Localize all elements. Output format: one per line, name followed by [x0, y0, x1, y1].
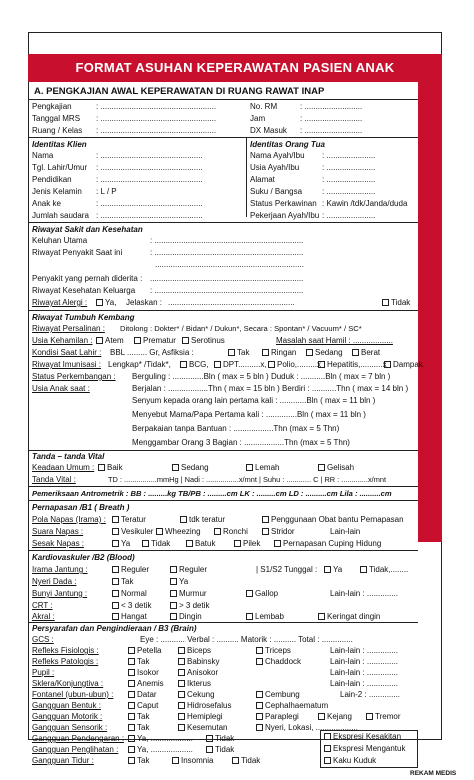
suku-label: Suku / Bangsa [250, 187, 303, 196]
gangguan-tidur-label: Gangguan Tidur : [32, 756, 94, 765]
pendidikan-field[interactable]: : .............................................. [96, 175, 203, 184]
checkbox[interactable] [178, 691, 185, 698]
checkbox[interactable] [112, 566, 119, 573]
pekerjaan-field[interactable]: : ...................... [322, 211, 376, 220]
dev-line-3[interactable]: Senyum kepada orang lain pertama kali : ............Bln ( max = 11 bln ) [132, 396, 376, 405]
keluarga-field[interactable]: : ................................................................... [150, 286, 304, 295]
tgl-lahir-field[interactable]: : .............................................. [96, 163, 203, 172]
ekspresi-kesakitan[interactable]: Ekspresi Kesakitan [324, 732, 401, 742]
checkbox[interactable] [128, 702, 135, 709]
bbl-field[interactable]: BBL ......... Gr, Asfiksia : [110, 348, 194, 357]
imun-dpt[interactable]: DPT..........x, [214, 360, 267, 370]
checkbox[interactable] [180, 516, 187, 523]
asfiksia-ringan[interactable]: Ringan [262, 348, 296, 358]
sesak-tidak[interactable]: Tidak [142, 539, 170, 549]
checkbox[interactable] [128, 669, 135, 676]
suku-field[interactable]: : ...................... [322, 187, 376, 196]
keluhan-field[interactable]: : ................................................................... [150, 236, 304, 245]
jam-label: Jam [250, 114, 266, 123]
ttv-title: Tanda – tanda Vital [32, 452, 105, 461]
fontanel-cembung[interactable]: Cembung [256, 690, 300, 700]
checkbox[interactable] [128, 691, 135, 698]
checkbox[interactable] [246, 590, 253, 597]
jenis-kelamin-field[interactable]: : L / P [96, 187, 117, 196]
jenis-kelamin-label: Jenis Kelamin [32, 187, 82, 196]
tgl-lahir-label: Tgl. Lahir/Umur [32, 163, 88, 172]
tanda-vital-label: Tanda Vital : [32, 475, 76, 484]
sensorik-kesemutan[interactable]: Kesemutan [178, 723, 227, 733]
sesak-napas-label: Sesak Napas : [32, 539, 85, 548]
sesak-pilek[interactable]: Pilek [234, 539, 260, 549]
crt-label: CRT : [32, 601, 53, 610]
bunyi-jantung-label: Bunyi Jantung : [32, 589, 88, 598]
alergi-label: Riwayat Alergi : [32, 298, 88, 307]
checkbox[interactable] [170, 578, 177, 585]
divider [28, 486, 418, 487]
dev-line-2[interactable]: Berjalan : ..................Thn ( max = 15 bln ) Berdiri : ...........Thn ( max = 14 bln ) [132, 384, 409, 393]
sesak-cuping[interactable]: Pernapasan Cuping Hidung [274, 539, 381, 549]
pekerjaan-label: Pekerjaan Ayah/Ibu [250, 211, 320, 220]
tidur-insomnia[interactable]: Insomnia [172, 756, 213, 766]
identitas-ortu-title: Identitas Orang Tua [250, 140, 325, 149]
irama-reguler-1[interactable]: Reguler [112, 565, 149, 575]
alamat-field[interactable]: : ...................... [322, 175, 376, 184]
ruang-kelas-label: Ruang / Kelas [32, 126, 83, 135]
jumlah-saudara-label: Jumlah saudara [32, 211, 89, 220]
form-title: FORMAT ASUHAN KEPERAWATAN PASIEN ANAK [28, 54, 442, 82]
checkbox[interactable] [206, 735, 213, 742]
checkbox[interactable] [324, 566, 331, 573]
checkbox[interactable] [128, 680, 135, 687]
checkbox[interactable] [112, 578, 119, 585]
checkbox[interactable] [324, 733, 331, 740]
sensorik-tak[interactable]: Tak [128, 723, 149, 733]
anak-ke-label: Anak ke [32, 199, 61, 208]
checkbox[interactable] [256, 658, 263, 665]
usia-anak-label: Usia Anak saat : [32, 384, 90, 393]
checkbox[interactable] [142, 540, 149, 547]
bunyi-lain[interactable]: Lain-lain : .............. [330, 589, 399, 598]
dev-line-1[interactable]: Berguling : ..............Bln ( max = 5 bln ) Duduk : ...........Bln ( max = 7 bln ) [132, 372, 391, 381]
no-rm-field[interactable]: : .......................... [300, 102, 363, 111]
status-perkembangan-label: Status Perkembangan : [32, 372, 116, 381]
checkbox[interactable] [112, 540, 119, 547]
dev-line-6[interactable]: Menggambar Orang 3 Bagian : ..................Thn (max = 5 Thn) [132, 438, 350, 447]
divider [28, 310, 418, 311]
checkbox[interactable] [318, 361, 325, 368]
irama-reguler-2[interactable]: Reguler [170, 565, 207, 575]
checkbox[interactable] [172, 464, 179, 471]
section-a-title: A. PENGKAJIAN AWAL KEPERAWATAN DI RUANG RAWAT INAP [28, 84, 418, 100]
rps-field-line[interactable]: ................................................................... [155, 260, 304, 269]
checkbox[interactable] [128, 757, 135, 764]
ruang-kelas-field[interactable]: : .................................................... [96, 126, 217, 135]
imun-hepatitis[interactable]: Hepatitis,..........x [318, 360, 387, 370]
no-rm-label: No. RM [250, 102, 278, 111]
s1s2-label: | S1/S2 Tunggal : [256, 565, 318, 574]
penglihatan-tidak[interactable]: Tidak [206, 745, 234, 755]
checkbox[interactable] [228, 349, 235, 356]
checkbox[interactable] [112, 602, 119, 609]
dx-masuk-label: DX Masuk [250, 126, 287, 135]
refleks-fisiologis-label: Refleks Fisiologis : [32, 646, 99, 655]
suara-stridor[interactable]: Stridor [262, 527, 295, 537]
asfiksia-sedang[interactable]: Sedang [306, 348, 343, 358]
checkbox[interactable] [246, 613, 253, 620]
tidur-tak[interactable]: Tak [128, 756, 149, 766]
akral-lembab[interactable]: Lembab [246, 612, 284, 622]
checkbox[interactable] [170, 566, 177, 573]
usia-ortu-label: Usia Ayah/Ibu [250, 163, 300, 172]
divider [28, 622, 418, 623]
patologis-babinsky[interactable]: Babinsky [178, 657, 219, 667]
akral-hangat[interactable]: Hangat [112, 612, 147, 622]
jumlah-saudara-field[interactable]: : .............................................. [96, 211, 203, 220]
checkbox[interactable] [178, 680, 185, 687]
checkbox[interactable] [232, 757, 239, 764]
akral-keringat[interactable]: Keringat dingin [318, 612, 380, 622]
patologis-chaddock[interactable]: Chaddock [256, 657, 301, 667]
ekspresi-mengantuk[interactable]: Ekspresi Mengantuk [324, 744, 405, 754]
checkbox[interactable] [112, 590, 119, 597]
alergi-ya-option[interactable]: Ya, [96, 298, 116, 308]
checkbox[interactable] [170, 602, 177, 609]
sklera-anemis[interactable]: Anemis [128, 679, 164, 689]
checkbox[interactable] [178, 647, 185, 654]
checkbox[interactable] [246, 464, 253, 471]
gangguan-motorik-label: Gangguan Motorik : [32, 712, 103, 721]
status-perkawinan-field[interactable]: : Kawin /tdk/Janda/duda [322, 199, 408, 208]
divider [28, 450, 418, 451]
bentuk-cephalhaematum[interactable]: Cephalhaematum [256, 701, 328, 711]
b2-title: Kardiovaskuler /B2 (Blood) [32, 553, 135, 562]
suara-lain[interactable]: Lain-lain [330, 527, 361, 536]
checkbox[interactable] [256, 691, 263, 698]
keadaan-baik[interactable]: Baik [98, 463, 123, 473]
gangguan-sensorik-label: Gangguan Sensorik : [32, 723, 108, 732]
divider [28, 222, 418, 223]
fontanel-datar[interactable]: Datar [128, 690, 157, 700]
sklera-lain[interactable]: Lain-lain : .............. [330, 679, 399, 688]
anak-ke-field[interactable]: : .............................................. [96, 199, 203, 208]
pengkajian-field[interactable]: : .................................................... [96, 102, 217, 111]
nama-ortu-field[interactable]: : ...................... [322, 151, 376, 160]
keadaan-umum-label: Keadaan Umum : [32, 463, 95, 472]
motorik-kejang[interactable]: Kejang [318, 712, 352, 722]
checkbox[interactable] [234, 540, 241, 547]
rps-field[interactable]: : ................................................................... [150, 248, 304, 257]
pola-obat-bantu[interactable]: Penggunaan Obat bantu Pernapasan [262, 515, 404, 525]
pernah-label: Penyakit yang pernah diderita : [32, 274, 143, 283]
checkbox[interactable] [306, 349, 313, 356]
usia-ortu-field[interactable]: : ...................... [322, 163, 376, 172]
status-perkawinan-label: Status Perkawinan [250, 199, 317, 208]
tidur-tidak[interactable]: Tidak [232, 756, 260, 766]
kaku-kuduk[interactable]: Kaku Kuduk [324, 756, 376, 766]
checkbox[interactable] [178, 669, 185, 676]
motorik-tremor[interactable]: Tremor [366, 712, 400, 722]
kehamilan-serotinus[interactable]: Serotinus [182, 336, 225, 346]
rps-label: Riwayat Penyakit Saat ini [32, 248, 123, 257]
side-banner-text: FORMAT ASUHAN KEPERAWATAN PASIEN ANAK [449, 148, 463, 452]
divider [28, 550, 418, 551]
pupil-anisokor[interactable]: Anisokor [178, 668, 218, 678]
divider [246, 137, 247, 217]
bentuk-caput[interactable]: Caput [128, 701, 158, 711]
checkbox[interactable] [128, 735, 135, 742]
bunyi-murmur[interactable]: Murmur [170, 589, 207, 599]
checkbox[interactable] [262, 528, 269, 535]
gcs-field[interactable]: Eye : ........... Verbal : .......... Matorik : .......... Total : .............. [140, 635, 353, 644]
checkbox[interactable] [384, 361, 391, 368]
checkbox[interactable] [172, 757, 179, 764]
imun-polio[interactable]: Polio,.........x [268, 360, 321, 370]
pola-tdk-teratur[interactable]: tdk teratur [180, 515, 225, 525]
suara-wheezing[interactable]: Wheezing [156, 527, 201, 537]
checkbox[interactable] [112, 613, 119, 620]
checkbox[interactable] [128, 724, 135, 731]
tanggal-mrs-field[interactable]: : .................................................... [96, 114, 217, 123]
checkbox[interactable] [382, 299, 389, 306]
patologis-tak[interactable]: Tak [128, 657, 149, 667]
checkbox[interactable] [274, 540, 281, 547]
imunisasi-lengkap[interactable]: Lengkap* /Tidak*, [108, 360, 171, 369]
imun-bcg[interactable]: BCG, [180, 360, 209, 370]
checkbox[interactable] [352, 349, 359, 356]
divider [28, 137, 418, 138]
kehamilan-label: Usia Kehamilan : [32, 336, 93, 345]
pupil-isokor[interactable]: Isokor [128, 668, 159, 678]
pola-teratur[interactable]: Teratur [112, 515, 146, 525]
checkbox[interactable] [180, 361, 187, 368]
checkbox[interactable] [170, 590, 177, 597]
keadaan-gelisah[interactable]: Gelisah [318, 463, 354, 473]
suara-ronchi[interactable]: Ronchi [214, 527, 248, 537]
akral-dingin[interactable]: Dingin [170, 612, 202, 622]
s1s2-ya[interactable]: Ya [324, 565, 342, 575]
gangguan-bentuk-label: Gangguan Bentuk : [32, 701, 101, 710]
nyeri-tak[interactable]: Tak [112, 577, 133, 587]
side-banner [418, 62, 442, 542]
asfiksia-berat[interactable]: Berat [352, 348, 380, 358]
checkbox[interactable] [178, 724, 185, 731]
footer-label: REKAM MEDIS [410, 770, 457, 777]
masalah-hamil-field[interactable]: Masalah saat Hamil : .................. [276, 336, 393, 345]
bunyi-gallop[interactable]: Gallop [246, 589, 278, 599]
checkbox[interactable] [112, 528, 119, 535]
pendidikan-label: Pendidikan [32, 175, 72, 184]
b1-title: Pernapasan /B1 ( Breath ) [32, 503, 130, 512]
kehamilan-prematur[interactable]: Prematur [134, 336, 176, 346]
sklera-label: Sklera/Konjungtiva : [32, 679, 104, 688]
alergi-tidak-option[interactable]: Tidak [382, 298, 410, 308]
checkbox[interactable] [96, 299, 103, 306]
tanggal-mrs-label: Tanggal MRS [32, 114, 81, 123]
fontanel-cekung[interactable]: Cekung [178, 690, 215, 700]
gcs-label: GCS : [32, 635, 54, 644]
crt-kurang-3[interactable]: < 3 detik [112, 601, 151, 611]
imunisasi-label: Riwayat Imunisasi : [32, 360, 101, 369]
gangguan-penglihatan-label: Gangguan Penglihatan : [32, 745, 119, 754]
bunyi-normal[interactable]: Normal [112, 589, 147, 599]
dev-line-4[interactable]: Menyebut Mama/Papa Pertama kali : ..............Bln ( max = 11 bln ) [132, 410, 366, 419]
checkbox[interactable] [170, 613, 177, 620]
nyeri-dada-label: Nyeri Dada : [32, 577, 77, 586]
checkbox[interactable] [134, 337, 141, 344]
motorik-paraplegi[interactable]: Paraplegi [256, 712, 299, 722]
sensorik-nyeri[interactable]: Nyeri, Lokasi, ................... [256, 723, 358, 733]
crt-lebih-3[interactable]: > 3 detik [170, 601, 209, 611]
keluhan-label: Keluhan Utama [32, 236, 88, 245]
imun-dampak[interactable]: Dampak. [384, 360, 425, 370]
pupil-lain[interactable]: Lain-lain : .............. [330, 668, 399, 677]
checkbox[interactable] [324, 745, 331, 752]
refleks-patologis-label: Refleks Patologis : [32, 657, 99, 666]
checkbox[interactable] [128, 713, 135, 720]
motorik-hemiplegi[interactable]: Hemiplegi [178, 712, 223, 722]
checkbox[interactable] [214, 361, 221, 368]
keadaan-lemah[interactable]: Lemah [246, 463, 279, 473]
checkbox[interactable] [256, 702, 263, 709]
checkbox[interactable] [178, 658, 185, 665]
checkbox[interactable] [268, 361, 275, 368]
irama-label: Irama Jantung : [32, 565, 88, 574]
fisiologis-biceps[interactable]: Biceps [178, 646, 211, 656]
pendengaran-tidak[interactable]: Tidak [206, 734, 234, 744]
checkbox[interactable] [214, 528, 221, 535]
checkbox[interactable] [366, 713, 373, 720]
fontanel-lain[interactable]: Lain-2 : .............. [340, 690, 401, 699]
asfiksia-tak[interactable]: Tak [228, 348, 249, 358]
penglihatan-ya[interactable]: Ya, ................... [128, 745, 193, 755]
persalinan-value[interactable]: Ditolong : Dokter* / Bidan* / Dukun*, Secara : Spontan* / Vacuum* / SC* [120, 324, 362, 333]
pernah-field[interactable]: ..................................................................... [150, 274, 304, 283]
kondisi-lahir-label: Kondisi Saat Lahir : [32, 348, 102, 357]
sklera-ikterus[interactable]: Ikterus [178, 679, 211, 689]
checkbox[interactable] [360, 566, 367, 573]
identitas-klien-title: Identitas Klien [32, 140, 87, 149]
checkbox[interactable] [256, 724, 263, 731]
divider [28, 500, 418, 501]
keadaan-sedang[interactable]: Sedang [172, 463, 209, 473]
checkbox[interactable] [98, 464, 105, 471]
fisiologis-petella[interactable]: Petella [128, 646, 161, 656]
fisiologis-triceps[interactable]: Triceps [256, 646, 291, 656]
checkbox[interactable] [318, 464, 325, 471]
b3-title: Persyarafan dan Pengindieraan / B3 (Brain) [32, 624, 197, 633]
nyeri-ya[interactable]: Ya [170, 577, 188, 587]
patologis-lain[interactable]: Lain-lain : .............. [330, 657, 399, 666]
pola-napas-label: Pola Napas (Irama) : [32, 515, 106, 524]
sesak-batuk[interactable]: Batuk [186, 539, 215, 549]
nama-field[interactable]: : .............................................. [96, 151, 203, 160]
dev-line-5[interactable]: Berpakaian tanpa Bantuan : ..................Thn (max = 5 Thn) [132, 424, 340, 433]
checkbox[interactable] [182, 337, 189, 344]
checkbox[interactable] [178, 702, 185, 709]
tanda-vital-field[interactable]: TD : ................mmHg | Nadi : ................x/mnt | Suhu : ............ C | RR : .............x/mnt [108, 475, 387, 484]
akral-label: Akral : [32, 612, 55, 621]
gangguan-pendengaran-label: Gangguan Pendengaran : [32, 734, 125, 743]
checkbox[interactable] [262, 349, 269, 356]
checkbox[interactable] [112, 516, 119, 523]
suara-napas-label: Suara Napas : [32, 527, 84, 536]
checkbox[interactable] [178, 713, 185, 720]
checkbox[interactable] [318, 713, 325, 720]
fontanel-label: Fontanel (ubun-ubun) : [32, 690, 114, 699]
checkbox[interactable] [318, 613, 325, 620]
motorik-tak[interactable]: Tak [128, 712, 149, 722]
fisiologis-lain[interactable]: Lain-lain : .............. [330, 646, 399, 655]
checkbox[interactable] [186, 540, 193, 547]
checkbox[interactable] [256, 647, 263, 654]
jam-field[interactable]: : .......................... [300, 114, 363, 123]
checkbox[interactable] [128, 647, 135, 654]
dx-masuk-field[interactable]: : .......................... [300, 126, 363, 135]
pupil-label: Pupil : [32, 668, 55, 677]
pengkajian-label: Pengkajian [32, 102, 72, 111]
checkbox[interactable] [256, 713, 263, 720]
checkbox[interactable] [156, 528, 163, 535]
checkbox[interactable] [206, 746, 213, 753]
tumbuh-kembang-title: Riwayat Tumbuh Kembang [32, 313, 135, 322]
antrometrik-field[interactable]: Pemeriksaan Antrometrik : BB : .........kg TB/PB : .........cm LK : .........cm LD : ..........cm Lila : ..........cm [32, 489, 392, 498]
jelaskan-label: Jelaskan : [126, 298, 163, 307]
sesak-ya[interactable]: Ya [112, 539, 130, 549]
s1s2-tidak[interactable]: Tidak,........ [360, 565, 408, 575]
nama-label: Nama [32, 151, 54, 160]
persalinan-label: Riwayat Persalinan : [32, 324, 105, 333]
alamat-label: Alamat [250, 175, 275, 184]
checkbox[interactable] [324, 757, 331, 764]
checkbox[interactable] [262, 516, 269, 523]
keluarga-label: Riwayat Kesehatan Keluarga [32, 286, 136, 295]
kehamilan-atem[interactable]: Atem [96, 336, 124, 346]
pendengaran-ya[interactable]: Ya, ................... [128, 734, 193, 744]
checkbox[interactable] [96, 337, 103, 344]
bentuk-hidrosefalus[interactable]: Hidrosefalus [178, 701, 231, 711]
checkbox[interactable] [128, 746, 135, 753]
suara-vesikuler[interactable]: Vesikuler [112, 527, 153, 537]
nama-ortu-label: Nama Ayah/Ibu [250, 151, 305, 160]
jelaskan-field[interactable]: ......................................................... [168, 298, 295, 307]
checkbox[interactable] [128, 658, 135, 665]
riwayat-title: Riwayat Sakit dan Kesehatan [32, 225, 143, 234]
